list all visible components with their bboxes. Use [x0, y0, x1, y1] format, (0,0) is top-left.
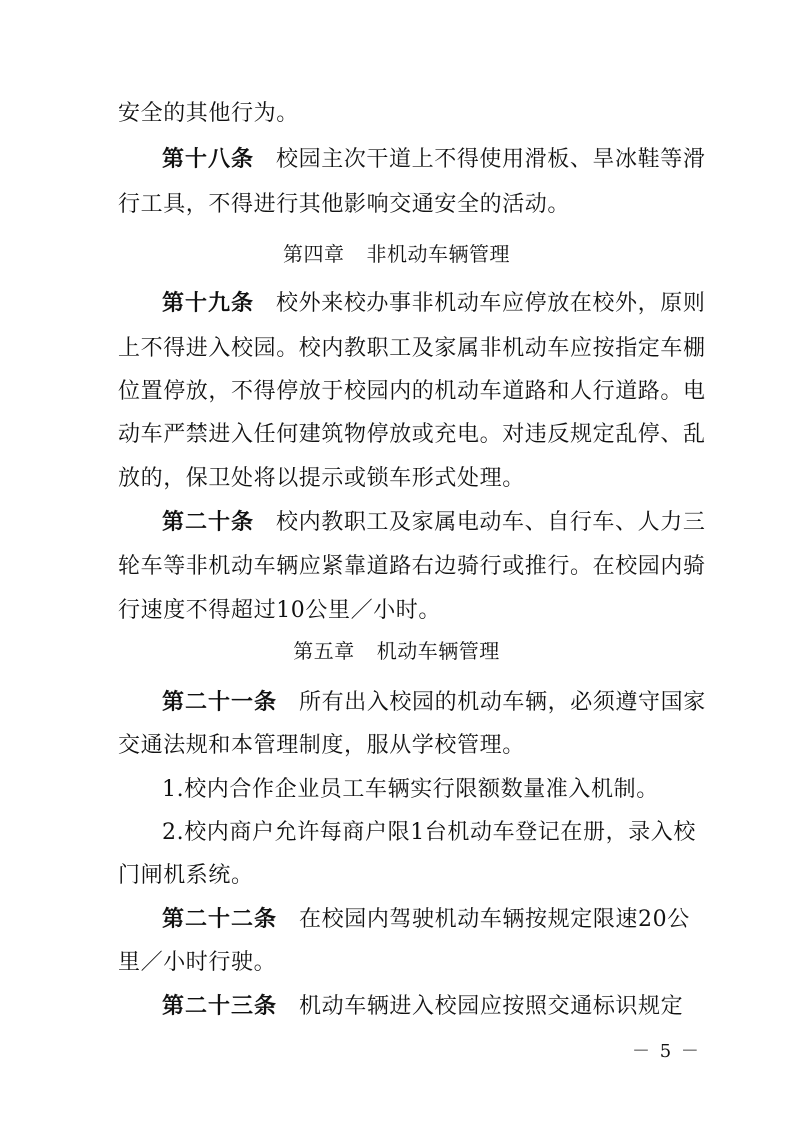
page-number: － 5 － — [632, 1041, 701, 1062]
paragraph-line — [118, 552, 706, 582]
paragraph-line — [118, 99, 678, 129]
article-label: 第十八条 — [162, 147, 255, 172]
line-text: 2.校内商户允许每商户限1台机动车登记在册，录入校 — [162, 820, 696, 845]
chapter-4-heading — [0, 239, 793, 269]
line-text: 行速度不得超过10公里／小时。 — [118, 598, 441, 623]
line-text: 校园主次干道上不得使用滑板、旱冰鞋等滑 — [276, 147, 706, 172]
article-label: 第二十一条 — [162, 690, 278, 715]
line-text: 校内教职工及家属电动车、自行车、人力三 — [276, 510, 706, 535]
list-item-1 — [162, 775, 682, 805]
paragraph-line — [118, 464, 678, 494]
line-text: 动车严禁进入任何建筑物停放或充电。对违反规定乱停、乱 — [118, 422, 706, 447]
article-label: 第十九条 — [162, 291, 255, 316]
chapter-title: 非机动车辆管理 — [366, 242, 510, 266]
line-text: 所有出入校园的机动车辆，必须遵守国家 — [299, 690, 706, 715]
paragraph-line — [118, 190, 678, 220]
article-19 — [162, 289, 706, 319]
line-text: 上不得进入校园。校内教职工及家属非机动车应按指定车棚 — [118, 336, 706, 361]
article-label: 第二十二条 — [162, 907, 278, 932]
line-text: 门闸机系统。 — [118, 863, 254, 888]
line-text: 位置停放，不得停放于校园内的机动车道路和人行道路。电 — [118, 379, 706, 404]
paragraph-line — [118, 596, 678, 626]
chapter-number: 第四章 — [283, 242, 345, 266]
line-text: 机动车辆进入校园应按照交通标识规定 — [299, 994, 684, 1019]
line-text: 行工具，不得进行其他影响交通安全的活动。 — [118, 192, 571, 217]
paragraph-line — [118, 377, 706, 407]
list-item-2 — [162, 818, 696, 848]
chapter-5-heading — [0, 636, 793, 666]
line-text: 轮车等非机动车辆应紧靠道路右边骑行或推行。在校园内骑 — [118, 554, 706, 579]
line-text: 放的，保卫处将以提示或锁车形式处理。 — [118, 466, 525, 491]
paragraph-line — [118, 334, 706, 364]
line-text: 里／小时行驶。 — [118, 950, 277, 975]
article-22 — [162, 905, 690, 935]
chapter-number: 第五章 — [293, 639, 355, 663]
paragraph-line — [118, 948, 678, 978]
article-23 — [162, 992, 682, 1022]
paragraph-line — [118, 420, 706, 450]
line-text: 安全的其他行为。 — [118, 101, 299, 126]
paragraph-line — [118, 731, 678, 761]
line-text: 1.校内合作企业员工车辆实行限额数量准入机制。 — [162, 777, 659, 802]
line-text: 校外来校办事非机动车应停放在校外，原则 — [276, 291, 706, 316]
article-20 — [162, 508, 706, 538]
article-label: 第二十条 — [162, 510, 255, 535]
article-21 — [162, 688, 706, 718]
chapter-title: 机动车辆管理 — [376, 639, 500, 663]
paragraph-line — [118, 861, 678, 891]
line-text: 交通法规和本管理制度，服从学校管理。 — [118, 733, 525, 758]
line-text: 在校园内驾驶机动车辆按规定限速20公 — [299, 907, 690, 932]
article-18 — [162, 145, 706, 175]
article-label: 第二十三条 — [162, 994, 278, 1019]
